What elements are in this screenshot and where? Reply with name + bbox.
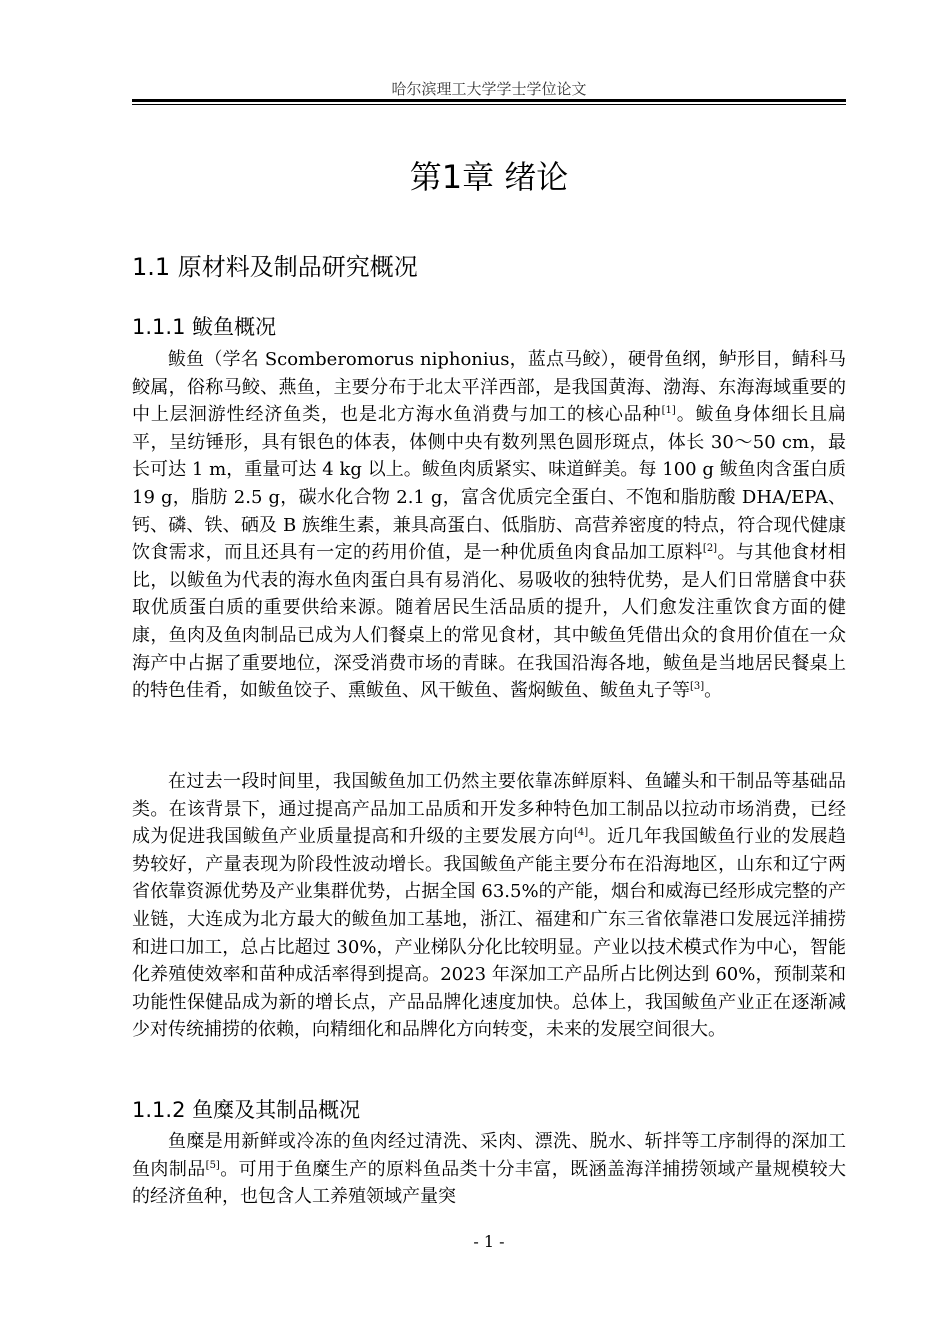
header-rule-thin [132,104,846,105]
paragraph-mackerel-industry [132,768,846,1044]
paragraph-surimi-overview [132,1128,846,1211]
paragraph-mackerel-overview [132,346,846,705]
paragraph-text: 鲅鱼（学名 Scomberomorus niphonius，蓝点马鲛），硬骨鱼纲，鲈形目，鲭科马鲛属，俗称马鲛、燕鱼，主要分布于北太平洋西部，是我国黄海、渤海、东海海域重要的中上层洄游性经济鱼类，也是北方海水鱼消费与加工的核心品种 [132,349,846,426]
citation-ref-5[interactable]: [5] [205,1159,220,1171]
citation-ref-4[interactable]: [4] [574,827,589,839]
paragraph-text: 。鲅鱼身体细长且扁平，呈纺锤形，具有银色的体表，体侧中央有数列黑色圆形斑点，体长 30～50 cm，最长可达 1 m，重量可达 4 kg 以上。鲅鱼肉质紧实、味道鲜美。每 100 g 鲅鱼肉含蛋白质 19 g，脂肪 2.5 g，碳水化合物 2.1 g，富含优质完全蛋白、不饱和脂肪酸 DHA/EPA、钙、磷、铁、硒及 B 族维生素，兼具高蛋白、低脂肪、高营养密度的特点，符合现代健康饮食需求，而且还具有一定的药用价值，是一种优质鱼肉食品加工原料 [132,404,847,564]
paragraph-text: 。 [704,680,723,702]
page-number: - 1 - [473,1232,505,1251]
header-rule-thick [132,99,846,102]
section-1-1-1-heading: 1.1.1 鲅鱼概况 [132,315,277,339]
section-1-1-2-heading: 1.1.2 鱼糜及其制品概况 [132,1098,361,1122]
paragraph-text: 。近几年我国鲅鱼行业的发展趋势较好，产量表现为阶段性波动增长。我国鲅鱼产能主要分布在沿海地区，山东和辽宁两省依靠资源优势及产业集群优势，占据全国 63.5%的产能，烟台和威海已经形成完整的产业链，大连成为北方最大的鲅鱼加工基地，浙江、福建和广东三省依靠港口发展远洋捕捞和进口加工，总占比超过 30%，产业梯队分化比较明显。产业以技术模式作为中心，智能化养殖使效率和苗种成活率得到提高。2023 年深加工产品所占比例达到 60%，预制菜和功能性保健品成为新的增长点，产品品牌化速度加快。总体上，我国鲅鱼产业正在逐渐减少对传统捕捞的依赖，向精细化和品牌化方向转变，未来的发展空间很大。 [132,826,847,1041]
paragraph-text: 。与其他食材相比，以鲅鱼为代表的海水鱼肉蛋白具有易消化、易吸收的独特优势，是人们日常膳食中获取优质蛋白质的重要供给来源。随着居民生活品质的提升，人们愈发注重饮食方面的健康，鱼肉及鱼肉制品已成为人们餐桌上的常见食材，其中鲅鱼凭借出众的食用价值在一众海产中占据了重要地位，深受消费市场的青睐。在我国沿海各地，鲅鱼是当地居民餐桌上的特色佳肴，如鲅鱼饺子、熏鲅鱼、风干鲅鱼、酱焖鲅鱼、鲅鱼丸子等 [132,542,847,702]
citation-ref-3[interactable]: [3] [690,681,705,693]
citation-ref-1[interactable]: [1] [661,405,676,417]
paragraph-text: 鱼糜是用新鲜或冷冻的鱼肉经过清洗、采肉、漂洗、脱水、斩拌等工序制得的深加工鱼肉制品 [132,1131,846,1180]
paragraph-text: 在过去一段时间里，我国鲅鱼加工仍然主要依靠冻鲜原料、鱼罐头和干制品等基础品类。在该背景下，通过提高产品加工品质和开发多种特色加工制品以拉动市场消费，已经成为促进我国鲅鱼产业质量提高和升级的主要发展方向 [132,771,846,848]
section-1-1-heading: 1.1 原材料及制品研究概况 [132,253,418,281]
paragraph-text: 。可用于鱼糜生产的原料鱼品类十分丰富，既涵盖海洋捕捞领域产量规模较大的经济鱼种，也包含人工养殖领域产量突 [132,1158,847,1208]
chapter-title: 第1章 绪论 [409,158,569,196]
running-header: 哈尔滨理工大学学士学位论文 [391,80,587,98]
citation-ref-2[interactable]: [2] [702,543,718,555]
